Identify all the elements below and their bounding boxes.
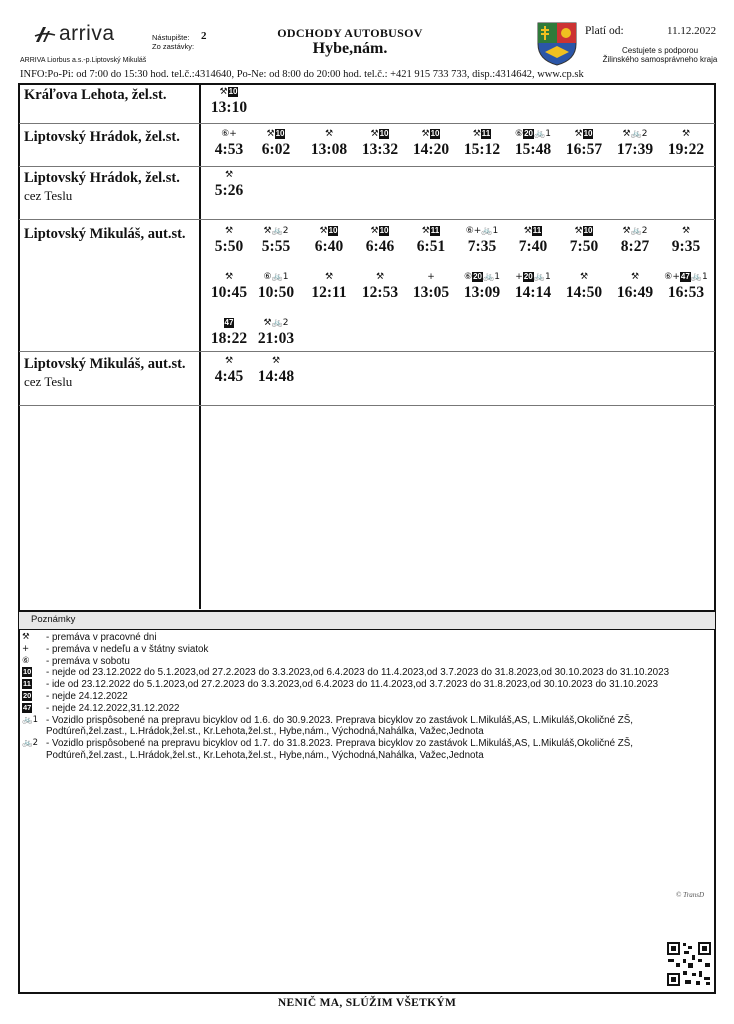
service-day-icon: ⚒ (324, 129, 334, 139)
service-day-icon: ⚒ (319, 226, 328, 236)
platform-label: Nástupište: (152, 33, 190, 42)
departure-cell (609, 128, 661, 159)
departure-symbols (405, 225, 457, 238)
company-name: ARRIVA Liorbus a.s.-p.Liptovský Mikuláš (20, 57, 147, 64)
restriction-code: 11 (430, 226, 440, 235)
departure-symbols (203, 271, 255, 284)
note-item (22, 703, 712, 715)
coat-of-arms-icon (537, 22, 577, 66)
departure-symbols (609, 271, 661, 284)
note-item (22, 715, 712, 739)
bicycle-icon: 🚲1 (533, 272, 551, 282)
departure-time: 13:32 (361, 141, 399, 158)
departure-time: 7:40 (518, 238, 548, 255)
platform-number: 2 (201, 30, 207, 42)
departure-time: 4:45 (214, 368, 244, 385)
restriction-code: 10 (228, 87, 238, 96)
departure-time: 13:08 (310, 141, 348, 158)
service-day-icon: ⚒ (219, 87, 228, 97)
note-key (22, 667, 46, 679)
departure-cell (405, 128, 457, 159)
departure-cell (303, 128, 355, 159)
stop-name: Hybe,nám. (312, 40, 388, 57)
departure-cell (203, 128, 255, 159)
note-symbol-icon: 🚲1 (22, 714, 38, 725)
departure-time: 14:20 (412, 141, 450, 158)
qr-code-icon (666, 941, 712, 987)
note-key (22, 644, 46, 656)
departure-symbols (203, 225, 255, 238)
departure-cell (250, 128, 302, 159)
departure-symbols (660, 128, 712, 141)
note-text: - Vozidlo prispôsobené na prepravu bicyklov od 1.7. do 31.8.2023. Preprava bicyklov zo zastávok L.Mikuláš,AS, L.Mikuláš,Okoličné ZŠ, Podtúreň,žel.zast., L.Hrádok,žel.st., Kr.Lehota,žel.st., Hybe,nám., Východná,Nahálka, Važec,Jednota (46, 738, 634, 761)
departure-time: 4:53 (214, 141, 244, 158)
departure-cell (303, 271, 355, 302)
note-item (22, 691, 712, 703)
departure-symbols (354, 271, 406, 284)
row-divider (19, 166, 715, 167)
departure-cell (250, 225, 302, 256)
note-key (22, 656, 46, 668)
service-day-icon: ⚒ (224, 356, 234, 366)
departure-time: 5:55 (261, 238, 291, 255)
departure-time: 5:26 (214, 182, 244, 199)
logo-text: arriva (59, 22, 115, 45)
note-item (22, 632, 712, 644)
service-day-icon: ⚒ (266, 129, 275, 139)
departure-symbols (558, 271, 610, 284)
departure-symbols (250, 355, 302, 368)
note-text: - nejde 24.12.2022 (46, 690, 128, 702)
service-day-icon: ⑥ (515, 129, 524, 139)
departure-time: 15:12 (463, 141, 501, 158)
bicycle-icon: 🚲1 (690, 272, 708, 282)
departure-symbols (456, 271, 508, 284)
note-symbol-icon: ⚒ (22, 632, 30, 642)
service-day-icon: ⚒ (574, 129, 583, 139)
footer-slogan: NENIČ MA, SLÚŽIM VŠETKÝM (277, 997, 457, 1009)
destination-name (24, 170, 196, 204)
service-day-icon: ⚒ (224, 272, 234, 282)
departure-symbols (203, 355, 255, 368)
column-divider (199, 84, 201, 609)
support-line-2: Žilinského samosprávneho kraja (602, 55, 718, 64)
departure-time: 8:27 (620, 238, 650, 255)
note-symbol-icon: 🚲2 (22, 738, 38, 749)
note-code: 20 (23, 690, 32, 700)
departure-time: 6:46 (365, 238, 395, 255)
restriction-code: 11 (481, 129, 491, 138)
departure-symbols (250, 271, 302, 284)
departure-cell (354, 225, 406, 256)
restriction-code: 47 (680, 272, 690, 281)
departure-time: 13:10 (210, 99, 248, 116)
departure-time: 6:40 (314, 238, 344, 255)
departure-cell (507, 271, 559, 302)
departure-cell (354, 128, 406, 159)
service-day-icon: ⚒ (421, 129, 430, 139)
departure-cell (203, 317, 255, 348)
note-item (22, 667, 712, 679)
note-text: - nejde od 23.12.2022 do 5.1.2023,od 27.2.2023 do 3.3.2023,od 6.4.2023 do 11.4.2023,od 3.7.2023 do 31.8.2023,od 30.10.2023 do 31.10.2023 (46, 667, 670, 679)
note-code: 10 (23, 667, 32, 677)
service-day-icon: ⑥+ (664, 272, 680, 282)
departure-cell (250, 355, 302, 386)
from-stop-label: Zo zastávky: (152, 42, 195, 51)
departure-cell (456, 271, 508, 302)
service-day-icon: ⚒ (523, 226, 532, 236)
departure-time: 6:51 (416, 238, 446, 255)
departure-cell (456, 225, 508, 256)
note-text: - Vozidlo prispôsobené na prepravu bicyklov od 1.6. do 30.9.2023. Preprava bicyklov zo zastávok L.Mikuláš,AS, L.Mikuláš,Okoličné ZŠ, Podtúreň,žel.zast., L.Hrádok,žel.st., Kr.Lehota,žel.st., Hybe,nám., Východná,Nahálka, Važec,Jednota (46, 714, 634, 738)
note-code: 47 (23, 702, 32, 712)
departure-symbols (558, 225, 610, 238)
service-day-icon: ⚒ (224, 170, 234, 180)
departure-symbols (609, 128, 661, 141)
restriction-code: 10 (430, 129, 440, 138)
restriction-code: 10 (379, 226, 389, 235)
service-day-icon: ⚒ (574, 226, 583, 236)
departure-cell (203, 271, 255, 302)
departure-time: 10:50 (257, 284, 295, 301)
note-key (22, 679, 46, 691)
departure-cell (609, 225, 661, 256)
platform-labels (152, 33, 194, 51)
row-divider (19, 351, 715, 352)
departure-symbols (203, 128, 255, 141)
destination-name (24, 87, 196, 104)
departure-time: 19:22 (667, 141, 705, 158)
departure-symbols (660, 271, 712, 284)
departure-cell (303, 225, 355, 256)
valid-from-date: 11.12.2022 (667, 25, 717, 37)
notes-title: Poznámky (31, 614, 76, 625)
note-item (22, 644, 712, 656)
service-day-icon: + (515, 272, 523, 282)
departure-symbols (303, 225, 355, 238)
restriction-code: 20 (524, 129, 534, 138)
restriction-code: 10 (328, 226, 338, 235)
service-day-icon: + (427, 272, 435, 282)
departure-cell (660, 271, 712, 302)
destination-name (24, 356, 196, 390)
service-day-icon: ⚒ (472, 129, 481, 139)
departure-cell (558, 128, 610, 159)
row-divider (19, 123, 715, 124)
support-line-1: Cestujete s podporou (621, 46, 699, 55)
bicycle-icon: 🚲1 (481, 226, 499, 236)
departure-time: 6:02 (261, 141, 291, 158)
destination-via: cez Teslu (24, 188, 73, 203)
notes-list (22, 632, 712, 762)
note-item (22, 738, 712, 762)
departure-cell (507, 128, 559, 159)
service-day-icon: ⚒ (324, 272, 334, 282)
service-day-icon: ⑥+ (221, 129, 237, 139)
valid-from-label: Platí od: (585, 25, 624, 37)
bicycle-icon: 🚲2 (271, 226, 289, 236)
departure-symbols (354, 128, 406, 141)
departure-cell (660, 128, 712, 159)
departure-symbols (303, 128, 355, 141)
departure-cell (558, 271, 610, 302)
departure-time: 16:53 (667, 284, 705, 301)
departure-time: 13:05 (412, 284, 450, 301)
service-day-icon: ⚒ (271, 356, 281, 366)
service-day-icon: ⚒ (681, 226, 691, 236)
destination-label: Kráľova Lehota, žel.st. (24, 87, 167, 103)
departure-time: 18:22 (210, 330, 248, 347)
departure-cell (203, 86, 255, 117)
departure-symbols (507, 128, 559, 141)
destination-via: cez Teslu (24, 374, 73, 389)
service-day-icon: ⚒ (370, 129, 379, 139)
restriction-code: 20 (523, 272, 533, 281)
departure-symbols (303, 271, 355, 284)
service-day-icon: ⚒ (421, 226, 430, 236)
departure-symbols (609, 225, 661, 238)
departure-cell (203, 355, 255, 386)
departure-time: 16:57 (565, 141, 603, 158)
departure-cell (250, 271, 302, 302)
destination-label: Liptovský Hrádok, žel.st. (24, 170, 180, 186)
departure-cell (456, 128, 508, 159)
info-line: INFO:Po-Pi: od 7:00 do 15:30 hod. tel.č.:4314640, Po-Ne: od 8:00 do 20:00 hod. tel.č.: +421 915 733 733, disp.:4314642, www.cp.sk (20, 69, 584, 80)
departure-symbols (558, 128, 610, 141)
row-divider (19, 405, 715, 406)
departure-time: 13:09 (463, 284, 501, 301)
departure-symbols (660, 225, 712, 238)
arriva-logo (34, 22, 115, 46)
restriction-code: 20 (473, 272, 483, 281)
departure-symbols (507, 225, 559, 238)
note-text: - ide od 23.12.2022 do 5.1.2023,od 27.2.2023 do 3.3.2023,od 6.4.2023 do 11.4.2023,od 3.7.2023 do 31.8.2023,od 30.10.2023 do 31.10.2023 (46, 679, 659, 691)
note-key (22, 691, 46, 703)
departure-time: 7:50 (569, 238, 599, 255)
departure-cell (558, 225, 610, 256)
destination-name (24, 129, 196, 146)
departure-time: 5:50 (214, 238, 244, 255)
departure-symbols (250, 225, 302, 238)
service-day-icon: ⚒ (263, 318, 272, 328)
note-text: - nejde 24.12.2022,31.12.2022 (46, 702, 180, 714)
departure-cell (354, 271, 406, 302)
service-day-icon: ⚒ (622, 226, 631, 236)
service-day-icon: ⚒ (263, 226, 272, 236)
departure-time: 12:11 (311, 284, 347, 301)
note-text: - premáva v nedeľu a v štátny sviatok (46, 643, 209, 655)
service-day-icon: ⚒ (375, 272, 385, 282)
departure-symbols (250, 317, 302, 330)
restriction-code: 10 (379, 129, 389, 138)
bicycle-icon: 🚲2 (271, 318, 289, 328)
restriction-code: 10 (583, 226, 593, 235)
restriction-code: 11 (532, 226, 542, 235)
bicycle-icon: 🚲1 (271, 272, 289, 282)
departure-cell (250, 317, 302, 348)
service-day-icon: ⚒ (622, 129, 631, 139)
service-day-icon: ⚒ (224, 226, 234, 236)
bicycle-icon: 🚲1 (534, 129, 551, 139)
note-symbol-icon: ⑥ (22, 655, 30, 666)
destination-label: Liptovský Mikuláš, aut.st. (24, 356, 186, 372)
note-key (22, 632, 46, 644)
departure-symbols (456, 225, 508, 238)
note-key (22, 703, 46, 715)
row-divider (19, 219, 715, 220)
departure-symbols (203, 86, 255, 99)
credit-text: © TransD (676, 891, 705, 899)
departure-time: 21:03 (257, 330, 295, 347)
service-day-icon: ⑥ (464, 272, 473, 282)
bicycle-icon: 🚲1 (483, 272, 500, 282)
departure-cell (405, 271, 457, 302)
departure-time: 14:48 (257, 368, 295, 385)
note-key (22, 715, 46, 739)
departure-time: 17:39 (616, 141, 654, 158)
note-text: - premáva v sobotu (46, 655, 130, 667)
destination-label: Liptovský Hrádok, žel.st. (24, 129, 180, 145)
departure-cell (405, 225, 457, 256)
departure-symbols (203, 317, 255, 330)
departure-time: 9:35 (671, 238, 701, 255)
service-day-icon: ⚒ (579, 272, 589, 282)
destination-name (24, 226, 196, 243)
restriction-code: 10 (275, 129, 285, 138)
departure-cell (660, 225, 712, 256)
departure-cell (507, 225, 559, 256)
departure-time: 14:14 (514, 284, 552, 301)
departure-symbols (354, 225, 406, 238)
departure-symbols (250, 128, 302, 141)
arriva-logo-icon (34, 25, 56, 43)
departure-symbols (507, 271, 559, 284)
departure-time: 14:50 (565, 284, 603, 301)
page-title: ODCHODY AUTOBUSOV (277, 26, 423, 40)
bicycle-icon: 🚲2 (630, 226, 648, 236)
departure-time: 16:49 (616, 284, 654, 301)
departure-cell (609, 271, 661, 302)
departure-time: 10:45 (210, 284, 248, 301)
note-text: - premáva v pracovné dni (46, 632, 157, 643)
departure-cell (203, 225, 255, 256)
restriction-code: 47 (224, 318, 234, 327)
note-item (22, 679, 712, 691)
departure-symbols (203, 169, 255, 182)
destination-label: Liptovský Mikuláš, aut.st. (24, 226, 186, 242)
restriction-code: 10 (583, 129, 593, 138)
service-day-icon: ⚒ (681, 129, 691, 139)
departure-symbols (405, 128, 457, 141)
note-symbol-icon: + (22, 643, 30, 654)
departure-symbols (405, 271, 457, 284)
support-text (590, 46, 730, 64)
note-item (22, 656, 712, 668)
note-key (22, 738, 46, 762)
bicycle-icon: 🚲2 (630, 129, 648, 139)
service-day-icon: ⚒ (630, 272, 640, 282)
departure-time: 12:53 (361, 284, 399, 301)
service-day-icon: ⑥ (263, 272, 272, 282)
note-code: 11 (23, 679, 31, 689)
departure-symbols (456, 128, 508, 141)
departure-cell (203, 169, 255, 200)
service-day-icon: ⑥+ (465, 226, 482, 236)
notes-header (19, 610, 715, 630)
service-day-icon: ⚒ (370, 226, 379, 236)
departure-time: 15:48 (514, 141, 552, 158)
departure-time: 7:35 (467, 238, 497, 255)
